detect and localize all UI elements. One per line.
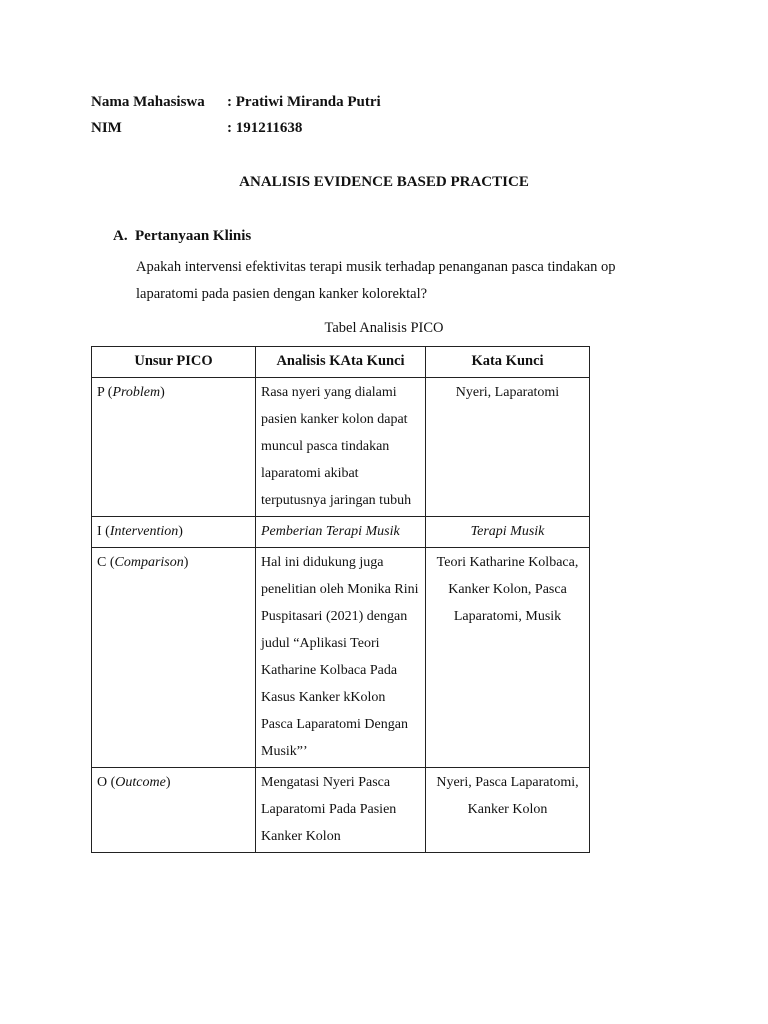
keyword-cell: Teori Katharine Kolbaca, Kanker Kolon, Pasca Laparatomi, Musik bbox=[426, 548, 590, 768]
keyword-cell: Nyeri, Pasca Laparatomi, Kanker Kolon bbox=[426, 768, 590, 853]
pico-table bbox=[91, 346, 590, 853]
analysis-cell: Rasa nyeri yang dialami pasien kanker kolon dapat muncul pasca tindakan laparatomi akibat terputusnya jaringan tubuh bbox=[256, 378, 426, 517]
column-header-keyword: Kata Kunci bbox=[426, 347, 590, 378]
table-row-outcome bbox=[92, 768, 590, 853]
document-title: ANALISIS EVIDENCE BASED PRACTICE bbox=[239, 174, 529, 190]
keyword-cell: Terapi Musik bbox=[426, 517, 590, 548]
pico-letter: I ( bbox=[97, 524, 110, 539]
pico-letter: C ( bbox=[97, 555, 115, 570]
student-name-label: Nama Mahasiswa bbox=[91, 94, 205, 110]
pico-term: Problem bbox=[112, 385, 161, 400]
pico-term: Intervention bbox=[109, 524, 179, 539]
pico-table-header-row bbox=[92, 347, 590, 378]
student-name-value: : Pratiwi Miranda Putri bbox=[227, 94, 381, 110]
section-a-marker: A. bbox=[113, 228, 128, 244]
pico-close: ) bbox=[160, 385, 165, 400]
pico-letter: P ( bbox=[97, 385, 113, 400]
student-nim-label: NIM bbox=[91, 120, 122, 136]
table-caption: Tabel Analisis PICO bbox=[324, 320, 444, 336]
keyword-cell: Nyeri, Laparatomi bbox=[426, 378, 590, 517]
student-nim-value: : 191211638 bbox=[227, 120, 303, 136]
pico-element-cell bbox=[92, 517, 256, 548]
pico-close: ) bbox=[183, 555, 189, 570]
pico-close: ) bbox=[165, 775, 171, 790]
pico-element-cell bbox=[92, 768, 256, 853]
table-row-problem bbox=[92, 378, 590, 517]
analysis-cell: Hal ini didukung juga penelitian oleh Monika Rini Puspitasari (2021) dengan judul “Aplikasi Teori Katharine Kolbaca Pada Kasus Kanker kKolon Pasca Laparatomi Dengan Musik”’ bbox=[256, 548, 426, 768]
analysis-cell: Pemberian Terapi Musik bbox=[256, 517, 426, 548]
column-header-element: Unsur PICO bbox=[92, 347, 256, 378]
clinical-question: Apakah intervensi efektivitas terapi musik terhadap penanganan pasca tindakan op laparatomi pada pasien dengan kanker kolorektal? bbox=[136, 259, 616, 302]
student-nim-row bbox=[91, 120, 302, 137]
section-a-heading bbox=[113, 228, 251, 245]
pico-element-cell bbox=[92, 378, 256, 517]
table-row-comparison bbox=[92, 548, 590, 768]
analysis-cell: Mengatasi Nyeri Pasca Laparatomi Pada Pasien Kanker Kolon bbox=[256, 768, 426, 853]
pico-term: Outcome bbox=[115, 775, 166, 790]
table-row-intervention bbox=[92, 517, 590, 548]
section-a-title: Pertanyaan Klinis bbox=[135, 228, 252, 244]
pico-element-cell bbox=[92, 548, 256, 768]
pico-term: Comparison bbox=[114, 555, 184, 570]
pico-close: ) bbox=[178, 524, 183, 539]
column-header-analysis: Analisis KAta Kunci bbox=[256, 347, 426, 378]
student-name-row bbox=[91, 94, 381, 111]
pico-letter: O ( bbox=[97, 775, 116, 790]
